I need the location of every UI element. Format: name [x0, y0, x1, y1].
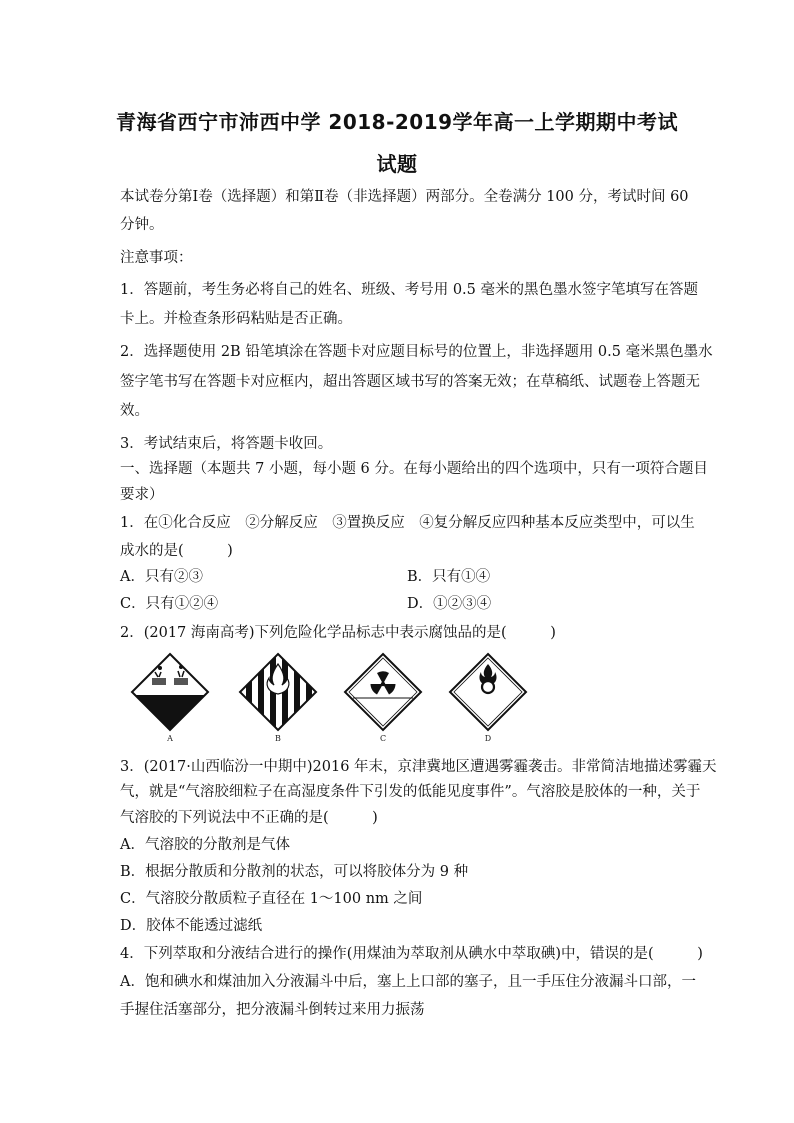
hazard-signs-figure — [130, 652, 530, 752]
q3-option-d: D．胶体不能透过滤纸 — [120, 918, 263, 934]
spontaneous-combustion-icon — [238, 652, 318, 732]
hazard-sign-a — [130, 652, 210, 744]
q1-option-c: C．只有①②④ — [120, 596, 219, 612]
q2-line1: 2．(2017 海南高考)下列危险化学品标志中表示腐蚀品的是( ) — [120, 625, 556, 641]
q1-option-b: B．只有①④ — [407, 569, 491, 585]
doc-title-line2: 试题 — [376, 152, 418, 176]
note2-line3: 效。 — [120, 403, 149, 419]
q1-option-d: D．①②③④ — [407, 596, 492, 612]
q4-option-a-line2: 手握住活塞部分，把分液漏斗倒转过来用力振荡 — [120, 1002, 425, 1018]
hazard-sign-c — [343, 652, 423, 744]
hazard-sign-a-label: A — [167, 734, 173, 743]
oxidizer-icon — [448, 652, 528, 732]
q1-line2: 成水的是( ) — [120, 543, 233, 559]
radioactive-icon — [343, 652, 423, 732]
q3-line3: 气溶胶的下列说法中不正确的是( ) — [120, 810, 378, 826]
q1-line1: 1．在①化合反应 ②分解反应 ③置换反应 ④复分解反应四种基本反应类型中，可以生 — [120, 515, 695, 531]
note1-line2: 卡上。并检查条形码粘贴是否正确。 — [120, 311, 352, 327]
intro-line2: 分钟。 — [120, 217, 164, 233]
doc-title-line1: 青海省西宁市沛西中学 2018-2019学年高一上学期期中考试 — [115, 110, 679, 134]
q3-line1: 3．(2017·山西临汾一中期中)2016 年末，京津冀地区遭遇雾霾袭击。非常简洁地描述雾霾天 — [120, 759, 717, 775]
notes-heading: 注意事项： — [120, 250, 193, 266]
q4-option-a-line1: A．饱和碘水和煤油加入分液漏斗中后，塞上上口部的塞子，且一手压住分液漏斗口部，一 — [120, 974, 696, 990]
hazard-sign-c-label: C — [379, 734, 387, 743]
note3: 3．考试结束后，将答题卡收回。 — [120, 436, 333, 452]
section1-line2: 要求） — [120, 487, 164, 503]
q1-option-a: A．只有②③ — [120, 569, 203, 585]
q3-option-b: B．根据分散质和分散剂的状态，可以将胶体分为 9 种 — [120, 864, 469, 880]
q3-option-a: A．气溶胶的分散剂是气体 — [120, 837, 290, 853]
hazard-sign-d-label: D — [484, 734, 492, 743]
note1-line1: 1．答题前，考生务必将自己的姓名、班级、考号用 0.5 毫米的黑色墨水签字笔填写在答题 — [120, 282, 698, 298]
section1-line1: 一、选择题（本题共 7 小题，每小题 6 分。在每小题给出的四个选项中，只有一项符合题目 — [120, 461, 708, 477]
q3-option-c: C．气溶胶分散质粒子直径在 1～100 nm 之间 — [120, 891, 423, 907]
hazard-sign-d — [448, 652, 528, 744]
hazard-sign-b — [238, 652, 318, 744]
intro-line1: 本试卷分第Ⅰ卷（选择题）和第Ⅱ卷（非选择题）两部分。全卷满分 100 分，考试时间 60 — [120, 189, 689, 205]
hazard-sign-b-label: B — [275, 734, 281, 743]
q4-line1: 4．下列萃取和分液结合进行的操作(用煤油为萃取剂从碘水中萃取碘)中，错误的是( ) — [120, 946, 703, 962]
note2-line1: 2．选择题使用 2B 铅笔填涂在答题卡对应题目标号的位置上，非选择题用 0.5 毫米黑色墨水 — [120, 344, 713, 360]
q3-line2: 气，就是“气溶胶细粒子在高湿度条件下引发的低能见度事件”。气溶胶是胶体的一种，关于 — [120, 784, 701, 800]
corrosive-icon — [130, 652, 210, 732]
note2-line2: 签字笔书写在答题卡对应框内，超出答题区域书写的答案无效；在草稿纸、试题卷上答题无 — [120, 374, 700, 390]
